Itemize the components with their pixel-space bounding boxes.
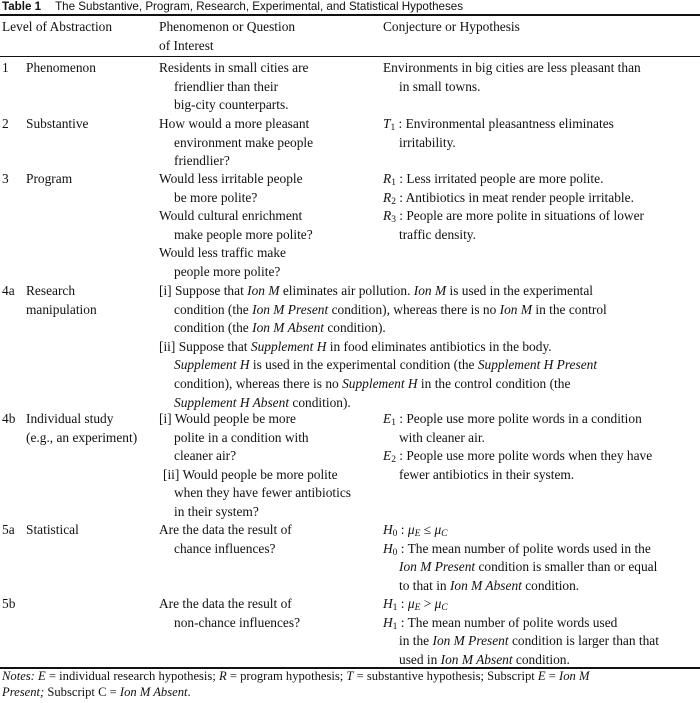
mu-symbol: μ — [407, 596, 415, 611]
txt: used in — [399, 651, 441, 667]
var-h: H — [383, 596, 393, 611]
header-level — [2, 18, 152, 37]
program-hypothesis-r2 — [383, 189, 698, 208]
txt: condition is smaller than or equal — [475, 559, 658, 575]
row5a-level — [2, 521, 152, 540]
header-question-line2: of Interest — [159, 37, 214, 53]
note-text: = individual research hypothesis; — [45, 669, 219, 683]
mu-symbol: μ — [434, 596, 442, 611]
sub-0: 0 — [392, 529, 398, 539]
var-e: E — [383, 411, 392, 426]
table-notes — [2, 669, 696, 700]
var-t: T — [383, 116, 391, 131]
sub-2: 2 — [391, 455, 396, 466]
header-question-line1: Phenomenon or Question — [159, 19, 296, 34]
row5b-q-line: non-chance influences? — [174, 614, 301, 630]
row5b-question — [159, 595, 377, 632]
note-it: Ion M Absent — [119, 684, 188, 699]
row5a-q-line: chance influences? — [174, 540, 276, 556]
var-h: H — [383, 540, 393, 556]
table-caption — [2, 0, 696, 14]
operator: ≤ — [420, 522, 435, 537]
row3-q-line: Would less traffic make — [159, 245, 286, 261]
row4b-q-line: when they have fewer antibiotics — [174, 485, 351, 501]
row1-num: 1 — [2, 60, 9, 75]
row2-num: 2 — [2, 116, 9, 131]
substantive-hypothesis-t1 — [383, 115, 698, 134]
txt: condition is larger than that — [508, 633, 659, 649]
txt-it: Supplement H — [250, 338, 327, 354]
row3-q-line: Would cultural enrichment — [159, 208, 303, 224]
txt-it: Supplement H Present — [477, 357, 598, 373]
var-r: R — [383, 171, 392, 186]
header-question — [159, 18, 377, 55]
top-rule — [0, 14, 700, 16]
e1-text: : People use more polite words in a condition — [395, 411, 642, 426]
txt: in the control — [532, 301, 607, 317]
row4b-level-name-cont: (e.g., an experiment) — [26, 429, 138, 445]
txt: condition. — [521, 577, 580, 593]
experimental-hypothesis-e1 — [383, 410, 698, 429]
txt: condition). — [289, 394, 351, 410]
note-text: Subscript C = — [44, 684, 120, 699]
note-var: R — [218, 669, 227, 683]
row2-level — [2, 115, 152, 134]
row5a-num: 5a — [2, 522, 15, 537]
row3-num: 3 — [2, 171, 9, 186]
alt-hypothesis-formula — [383, 595, 698, 614]
manipulation-i-line1 — [159, 282, 696, 301]
row2-q-line: How would a more pleasant — [159, 116, 310, 131]
row3-question — [159, 170, 377, 282]
row1-question — [159, 59, 377, 115]
note-var: E — [38, 669, 46, 683]
note-it: Ion M — [559, 669, 590, 683]
row4b-level-name: Individual study — [26, 411, 114, 426]
row5a-q-line: Are the data the result of — [159, 522, 292, 537]
e2-text-cont: fewer antibiotics in their system. — [399, 466, 575, 482]
manipulation-i-line3 — [159, 319, 696, 338]
txt-it: Ion M Present — [399, 559, 476, 575]
row1-h-line: Environments in big cities are less pleasant than — [383, 60, 641, 75]
row4b-q-line: [i] Would people be more — [159, 411, 297, 426]
var-h: H — [383, 522, 393, 537]
sub-2: 2 — [391, 196, 396, 207]
row1-hypothesis — [383, 59, 698, 96]
note-text: = — [545, 669, 560, 683]
manipulation-ii-line2 — [159, 356, 696, 375]
t1-text-cont: irritability. — [399, 134, 456, 150]
txt: condition). — [324, 320, 386, 336]
txt: in food eliminates antibiotics in the body. — [326, 338, 552, 354]
row1-q-line: friendlier than their — [174, 78, 279, 94]
row5a-hypothesis — [383, 521, 698, 595]
note-it: Present; — [2, 684, 45, 699]
txt-it: Ion M — [413, 283, 447, 298]
row5b-q-line: Are the data the result of — [159, 596, 292, 611]
txt-it: Supplement H — [174, 357, 250, 373]
txt-it: Ion M — [499, 301, 533, 317]
experimental-hypothesis-e2 — [383, 447, 698, 466]
alt-hypothesis-desc-cont — [383, 632, 698, 651]
txt: : The mean number of polite words used in the — [397, 540, 651, 556]
txt-it: Ion M Present — [252, 301, 329, 317]
sub-c: C — [441, 603, 448, 613]
row1-level — [2, 59, 152, 78]
row1-h-line: in small towns. — [399, 78, 481, 94]
txt-it: Ion M — [247, 283, 280, 298]
txt: to that in — [399, 577, 450, 593]
row5a-question — [159, 521, 377, 558]
null-hypothesis-formula — [383, 521, 698, 540]
header-hypothesis — [383, 18, 698, 37]
row5a-level-name: Statistical — [26, 522, 79, 537]
row4a-num: 4a — [2, 283, 15, 298]
notes-label: Notes: — [2, 669, 35, 683]
txt: condition), whereas there is no — [174, 375, 343, 391]
txt: : The mean number of polite words used — [397, 614, 618, 630]
e2-text: : People use more polite words when they have — [395, 448, 653, 464]
txt: : — [397, 522, 408, 537]
row2-q-line: friendlier? — [174, 153, 230, 169]
header-hypothesis-text: Conjecture or Hypothesis — [383, 19, 520, 34]
txt-it: Ion M Absent — [440, 651, 513, 667]
row5b-num: 5b — [2, 596, 16, 611]
note-var: E — [537, 669, 546, 683]
row4b-question — [159, 410, 377, 522]
program-hypothesis-r1 — [383, 170, 698, 189]
mu-symbol: μ — [407, 522, 415, 537]
sub-1: 1 — [390, 123, 396, 133]
null-hypothesis-desc-cont — [383, 558, 698, 577]
sub-c: C — [441, 529, 448, 539]
row3-level-name: Program — [26, 171, 73, 186]
null-hypothesis-desc-cont — [383, 577, 698, 596]
header-rule — [0, 56, 700, 57]
row5b-level — [2, 595, 152, 614]
row3-level — [2, 170, 152, 189]
r3-text: : People are more polite in situations of lower — [395, 208, 644, 224]
e1-text-cont: with cleaner air. — [399, 429, 485, 445]
row4b-level — [2, 410, 152, 447]
alt-hypothesis-desc — [383, 614, 698, 633]
row2-q-line: environment make people — [174, 134, 314, 150]
header-level-text: Level of Abstraction — [2, 19, 113, 34]
note-var: T — [346, 669, 354, 683]
row3-q-line: make people more polite? — [174, 226, 313, 242]
manipulation-ii-line1 — [159, 338, 696, 357]
row3-hypothesis — [383, 170, 698, 244]
r3-text-cont: traffic density. — [399, 226, 476, 242]
var-r: R — [383, 208, 392, 224]
txt: condition (the — [174, 320, 253, 336]
var-e: E — [383, 448, 392, 464]
txt: : — [397, 596, 408, 611]
txt: is used in the experimental condition (the — [249, 357, 478, 373]
sub-e: E — [414, 529, 421, 539]
r1-text: : Less irritated people are more polite. — [395, 171, 604, 186]
table-title: The Substantive, Program, Research, Experimental, and Statistical Hypotheses — [55, 0, 464, 13]
txt-it: Supplement H Absent — [174, 394, 290, 410]
txt: is used in the experimental — [446, 283, 594, 298]
mu-symbol: μ — [434, 522, 442, 537]
row4a-level-name-cont: manipulation — [26, 301, 97, 317]
null-hypothesis-desc — [383, 540, 698, 559]
txt: in the control condition (the — [417, 375, 571, 391]
row2-question — [159, 115, 377, 171]
row5b-hypothesis — [383, 595, 698, 669]
sub-e: E — [414, 603, 421, 613]
program-hypothesis-r3 — [383, 207, 698, 226]
txt: condition. — [512, 651, 570, 667]
sub-3: 3 — [391, 215, 396, 226]
txt: eliminates air pollution. — [279, 283, 414, 298]
row4a-level — [2, 282, 152, 319]
note-text: = substantive hypothesis; Subscript — [353, 669, 538, 683]
row1-q-line: big-city counterparts. — [174, 97, 289, 113]
txt: condition (the — [174, 301, 253, 317]
var-r: R — [383, 189, 392, 205]
txt-it: Supplement H — [342, 375, 418, 391]
note-text: . — [187, 684, 191, 699]
row3-q-line: be more polite? — [174, 189, 258, 205]
row4a-manipulation — [159, 282, 696, 412]
txt-it: Ion M Present — [432, 633, 509, 649]
sub-1: 1 — [391, 418, 396, 428]
sub-1: 1 — [391, 178, 396, 188]
txt: condition), whereas there is no — [328, 301, 500, 317]
txt: in the — [399, 633, 433, 649]
row4b-q-line: in their system? — [174, 503, 259, 519]
table-label: Table 1 — [2, 0, 42, 13]
row4b-q-line: cleaner air? — [174, 448, 237, 464]
row2-hypothesis — [383, 115, 698, 152]
row4a-level-name: Research — [26, 283, 76, 298]
var-h: H — [383, 614, 393, 630]
row4b-q-line: [ii] Would people be more polite — [163, 466, 338, 482]
txt-it: Ion M Absent — [252, 320, 325, 336]
row1-q-line: Residents in small cities are — [159, 60, 309, 75]
sub-0: 0 — [392, 547, 398, 558]
txt: [i] Suppose that — [159, 283, 248, 298]
manipulation-i-line2 — [159, 301, 696, 320]
sub-1: 1 — [392, 621, 398, 632]
row3-q-line: Would less irritable people — [159, 171, 303, 186]
manipulation-ii-line3 — [159, 375, 696, 394]
txt-it: Ion M Absent — [449, 577, 522, 593]
row3-q-line: people more polite? — [174, 263, 281, 279]
note-text: = program hypothesis; — [226, 669, 347, 683]
row4b-hypothesis — [383, 410, 698, 484]
row1-level-name: Phenomenon — [26, 60, 96, 75]
sub-1: 1 — [392, 603, 398, 613]
row4b-num: 4b — [2, 411, 16, 426]
txt: [ii] Suppose that — [159, 338, 251, 354]
row4b-q-line: polite in a condition with — [174, 429, 309, 445]
t1-text: : Environmental pleasantness eliminates — [395, 116, 614, 131]
row2-level-name: Substantive — [26, 116, 89, 131]
r2-text: : Antibiotics in meat render people irritable. — [395, 189, 634, 205]
operator: > — [420, 596, 435, 611]
